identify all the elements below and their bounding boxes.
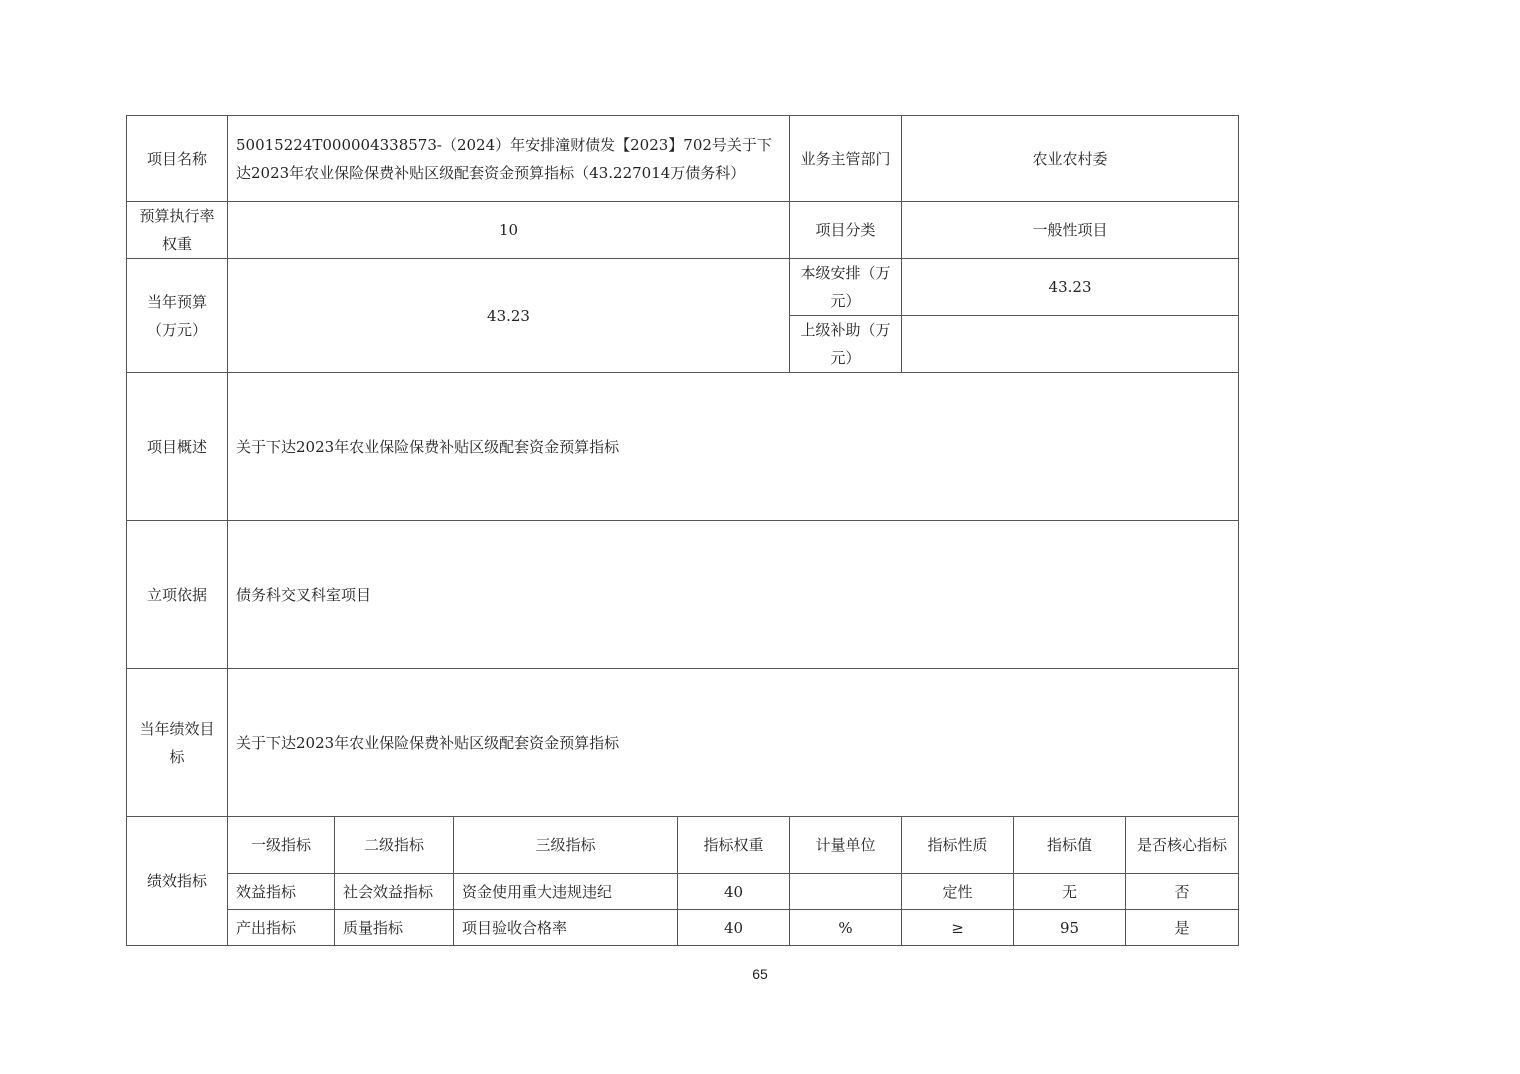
header-level1: 一级指标 bbox=[228, 817, 335, 874]
indicator-value: 无 bbox=[1014, 874, 1126, 910]
header-weight: 指标权重 bbox=[678, 817, 790, 874]
indicator-unit: % bbox=[790, 910, 902, 946]
indicator-core: 否 bbox=[1126, 874, 1239, 910]
header-value: 指标值 bbox=[1014, 817, 1126, 874]
upper-value bbox=[902, 316, 1239, 373]
indicator-weight: 40 bbox=[678, 910, 790, 946]
indicator-level3: 项目验收合格率 bbox=[454, 910, 678, 946]
indicator-level3: 资金使用重大违规违纪 bbox=[454, 874, 678, 910]
row-overview bbox=[127, 373, 1239, 521]
header-unit: 计量单位 bbox=[790, 817, 902, 874]
exec-weight-value: 10 bbox=[228, 202, 790, 259]
budget-label: 当年预算（万元） bbox=[127, 259, 228, 373]
indicator-unit bbox=[790, 874, 902, 910]
page-number: 65 bbox=[752, 966, 768, 982]
exec-weight-label: 预算执行率权重 bbox=[127, 202, 228, 259]
basis-label: 立项依据 bbox=[127, 521, 228, 669]
row-project-name bbox=[127, 116, 1239, 202]
row-budget-local bbox=[127, 259, 1239, 316]
goal-label: 当年绩效目标 bbox=[127, 669, 228, 817]
indicator-level2: 社会效益指标 bbox=[335, 874, 454, 910]
local-value: 43.23 bbox=[902, 259, 1239, 316]
indicator-weight: 40 bbox=[678, 874, 790, 910]
header-core: 是否核心指标 bbox=[1126, 817, 1239, 874]
overview-value: 关于下达2023年农业保险保费补贴区级配套资金预算指标 bbox=[228, 373, 1239, 521]
budget-value: 43.23 bbox=[228, 259, 790, 373]
indicator-level2: 质量指标 bbox=[335, 910, 454, 946]
local-label: 本级安排（万元） bbox=[790, 259, 902, 316]
project-table bbox=[126, 115, 1239, 946]
header-nature: 指标性质 bbox=[902, 817, 1014, 874]
indicator-level1: 效益指标 bbox=[228, 874, 335, 910]
row-goal bbox=[127, 669, 1239, 817]
indicator-nature: ≥ bbox=[902, 910, 1014, 946]
indicator-row bbox=[127, 910, 1239, 946]
indicator-value: 95 bbox=[1014, 910, 1126, 946]
indicator-row bbox=[127, 874, 1239, 910]
dept-value: 农业农村委 bbox=[902, 116, 1239, 202]
indicator-core: 是 bbox=[1126, 910, 1239, 946]
goal-value: 关于下达2023年农业保险保费补贴区级配套资金预算指标 bbox=[228, 669, 1239, 817]
row-basis bbox=[127, 521, 1239, 669]
indicator-level1: 产出指标 bbox=[228, 910, 335, 946]
header-level3: 三级指标 bbox=[454, 817, 678, 874]
row-exec-weight bbox=[127, 202, 1239, 259]
header-level2: 二级指标 bbox=[335, 817, 454, 874]
basis-value: 债务科交叉科室项目 bbox=[228, 521, 1239, 669]
dept-label: 业务主管部门 bbox=[790, 116, 902, 202]
project-name-label: 项目名称 bbox=[127, 116, 228, 202]
category-value: 一般性项目 bbox=[902, 202, 1239, 259]
upper-label: 上级补助（万元） bbox=[790, 316, 902, 373]
project-name-value: 50015224T000004338573-（2024）年安排潼财债发【2023】702号关于下达2023年农业保险保费补贴区级配套资金预算指标（43.227014万债务科） bbox=[228, 116, 790, 202]
indicator-nature: 定性 bbox=[902, 874, 1014, 910]
overview-label: 项目概述 bbox=[127, 373, 228, 521]
category-label: 项目分类 bbox=[790, 202, 902, 259]
indicator-header-row bbox=[127, 817, 1239, 874]
indicators-label: 绩效指标 bbox=[127, 817, 228, 946]
